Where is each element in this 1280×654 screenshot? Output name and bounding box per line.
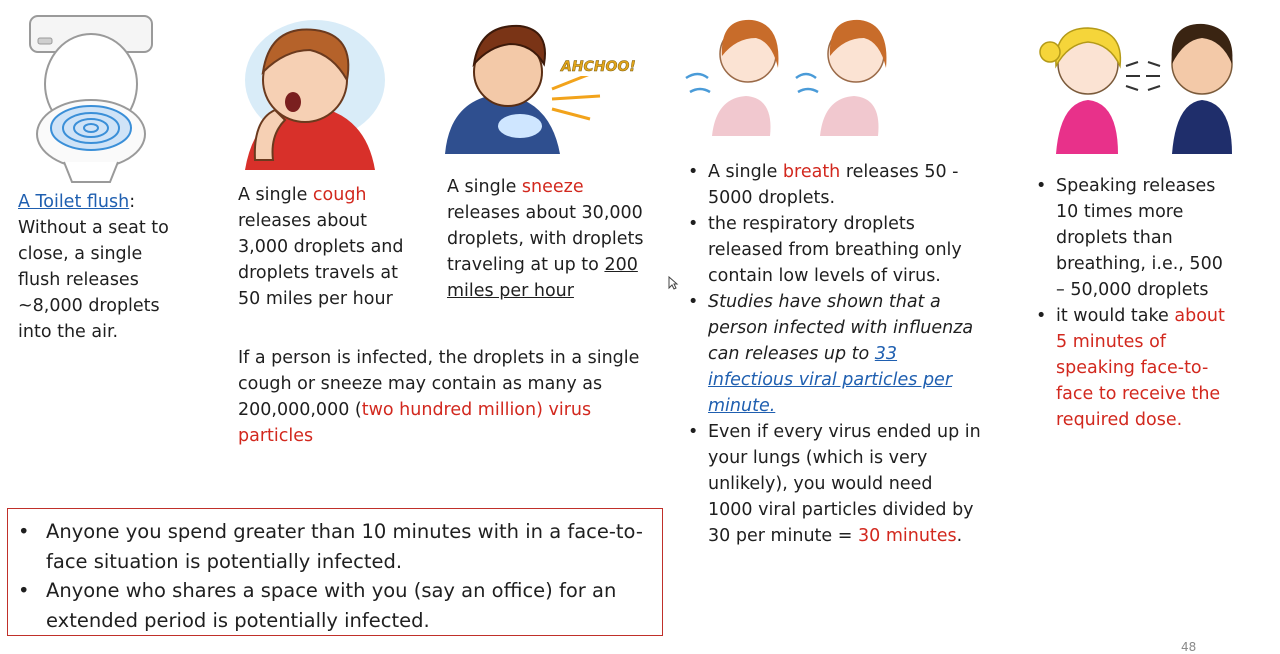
sneeze-highlight: sneeze [521, 177, 584, 197]
cough-highlight: cough [312, 185, 367, 205]
cough-prefix: A single [238, 185, 313, 205]
speaking-bullet-list [1034, 173, 1234, 433]
thirty-minutes-highlight: 30 minutes [857, 526, 957, 546]
sneeze-description: releases about 30,000 droplets, with droplets traveling at up to [447, 203, 644, 275]
viral-particles-link[interactable]: 33 infectious viral particles per minute. [708, 344, 953, 416]
infected-highlight: two hundred million) virus particles [238, 400, 592, 446]
toilet-description: Without a seat to close, a single flush releases ~8,000 droplets into the air. [18, 218, 169, 342]
toilet-flush-link[interactable]: A Toilet flush [18, 192, 130, 212]
sneeze-sound-label: AHCHOO! [561, 59, 636, 75]
speaking-bullet-2: • it would take about 5 minutes of speaking face-to-face to receive the required dose. [1034, 303, 1234, 433]
breath-bullet-list [686, 159, 982, 549]
sneeze-prefix: A single [447, 177, 522, 197]
breath-bullet-1: • A single breath releases 50 - 5000 droplets. [686, 159, 982, 211]
toilet-colon: : [129, 192, 136, 212]
mouse-cursor-icon [668, 276, 678, 290]
cough-text-block [238, 182, 413, 312]
sneeze-speed-underlined: 200 miles per hour [447, 255, 638, 301]
breath-bullet-2: • the respiratory droplets released from breathing only contain low levels of virus. [686, 211, 982, 289]
breath-highlight: breath [782, 162, 841, 182]
coughing-boy-illustration [215, 10, 385, 172]
infected-paragraph [238, 345, 648, 449]
warning-item-2: • Anyone who shares a space with you (say an office) for an extended period is potentially infected. [8, 576, 662, 635]
warning-box [7, 508, 663, 636]
warning-item-1: • Anyone you spend greater than 10 minutes with in a face-to-face situation is potentially infected. [8, 517, 662, 576]
breath-bullet-3: • Studies have shown that a person infected with influenza can releases up to 33 infectious viral particles per minute. [686, 289, 982, 419]
breath-bullet-4: • Even if every virus ended up in your lungs (which is very unlikely), you would need 1000 viral particles divided by 30 per minute = 30 minutes. [686, 419, 982, 549]
sneeze-text-block [447, 174, 652, 304]
speaking-bullet-1: • Speaking releases 10 times more droplets than breathing, i.e., 500 – 50,000 droplets [1034, 173, 1234, 303]
page-number: 48 [1181, 640, 1197, 654]
talking-kids-illustration [1026, 8, 1242, 154]
cough-description: releases about 3,000 droplets and droplets travels at 50 miles per hour [238, 211, 404, 309]
sneezing-boy-illustration [440, 14, 636, 158]
toilet-illustration [24, 12, 158, 184]
infected-text: If a person is infected, the droplets in a single cough or sneeze may contain as many as 200,000,000 ( [238, 348, 640, 420]
breathing-girls-illustration [686, 8, 898, 136]
toilet-text-block [18, 189, 174, 345]
speaking-highlight: about 5 minutes of speaking face-to-face to receive the required dose. [1056, 306, 1225, 430]
